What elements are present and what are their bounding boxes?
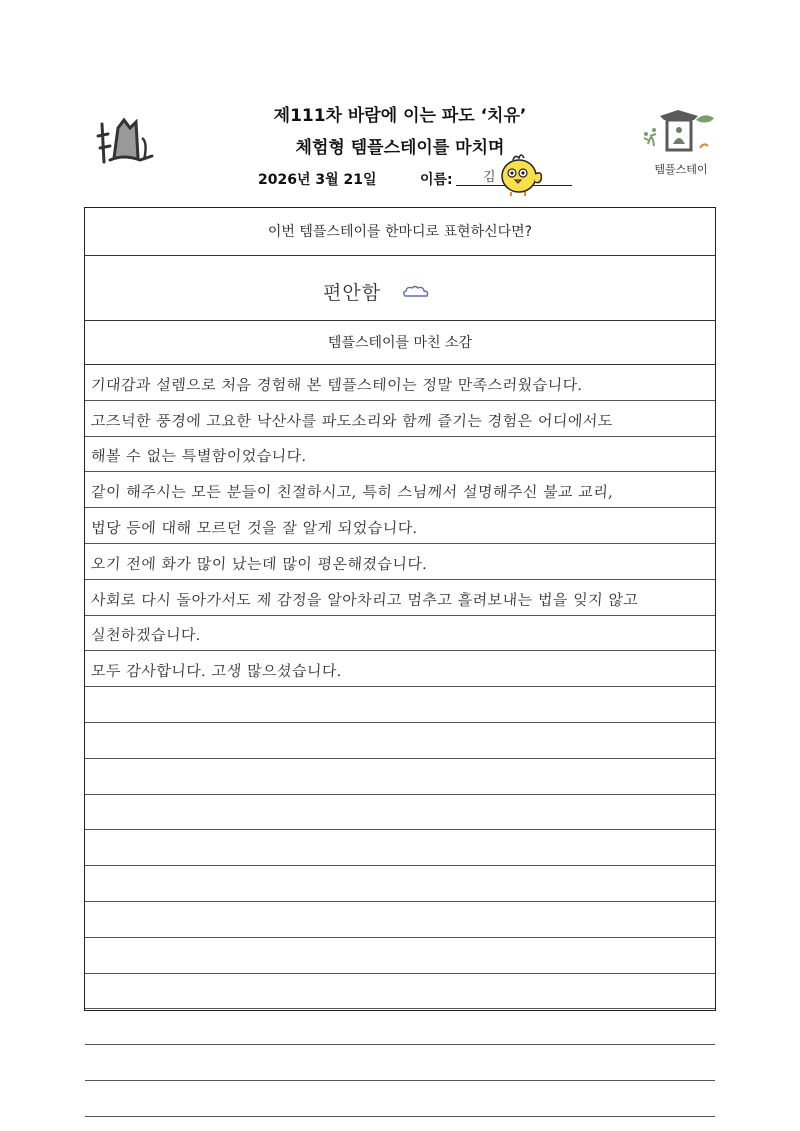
reflection-line [85,401,715,437]
page-title-line-2: 체험형 템플스테이를 마치며 [295,138,505,158]
name-label: 이름: [420,172,453,188]
reflection-line-text: 같이 해주시는 모든 분들이 친절하시고, 특히 스님께서 설명해주신 불교 교리, [90,483,615,502]
reflection-line-text: 모두 감사합니다. 고생 많으셨습니다. [90,662,343,681]
reflection-line [85,1045,715,1081]
answer-one-text: 편안함 [323,282,382,304]
reflection-line [85,795,715,831]
reflection-line [85,1081,715,1117]
reflection-line-text: 실천하겠습니다. [90,626,202,645]
page-title-line-1: 제111차 바람에 이는 파도 ‘치유’ [273,106,527,126]
reflection-line [85,974,715,1010]
reflection-line-text: 법당 등에 대해 모르던 것을 잘 알게 되었습니다. [90,518,419,537]
reflection-line [85,759,715,795]
date-text: 2026년 3월 21일 [258,172,377,188]
reflection-line [85,437,715,473]
reflection-line-text: 오기 전에 화가 많이 났는데 많이 평온해졌습니다. [90,554,429,573]
question-one-expression: 이번 템플스테이를 한마디로 표현하신다면? [85,208,715,256]
reflection-line [85,472,715,508]
reflection-line-text: 해볼 수 없는 특별함이었습니다. [90,447,308,466]
reflection-line [85,544,715,580]
question-two-reflection: 템플스테이를 마친 소감 [85,321,715,365]
reflection-line [85,365,715,401]
reflection-line [85,687,715,723]
reflection-line-text: 고즈넉한 풍경에 고요한 낙산사를 파도소리와 함께 즐기는 경험은 어디에서도 [90,411,614,430]
reflection-form [84,207,716,1011]
reflection-line [85,580,715,616]
name-value: 김 [483,170,496,185]
templestay-logo-label: 템플스테이 [654,163,708,176]
reflection-line [85,938,715,974]
reflection-line [85,830,715,866]
reflection-line [85,616,715,652]
reflection-line [85,508,715,544]
reflection-line-text: 기대감과 설렘으로 처음 경험해 본 템플스테이는 정말 만족스러웠습니다. [90,375,584,394]
reflection-line [85,866,715,902]
answer-one-cell [85,256,715,321]
cloud-doodle-icon [401,285,431,299]
reflection-lines [85,365,715,1117]
reflection-line [85,723,715,759]
reflection-line [85,651,715,687]
reflection-line [85,902,715,938]
templestay-logo-icon [640,108,720,164]
reflection-line-text: 사회로 다시 돌아가서도 제 감정을 알아차리고 멈추고 흘려보내는 법을 잊지 않고 [90,590,639,609]
reflection-line [85,1009,715,1045]
chick-sticker-icon [497,152,545,200]
